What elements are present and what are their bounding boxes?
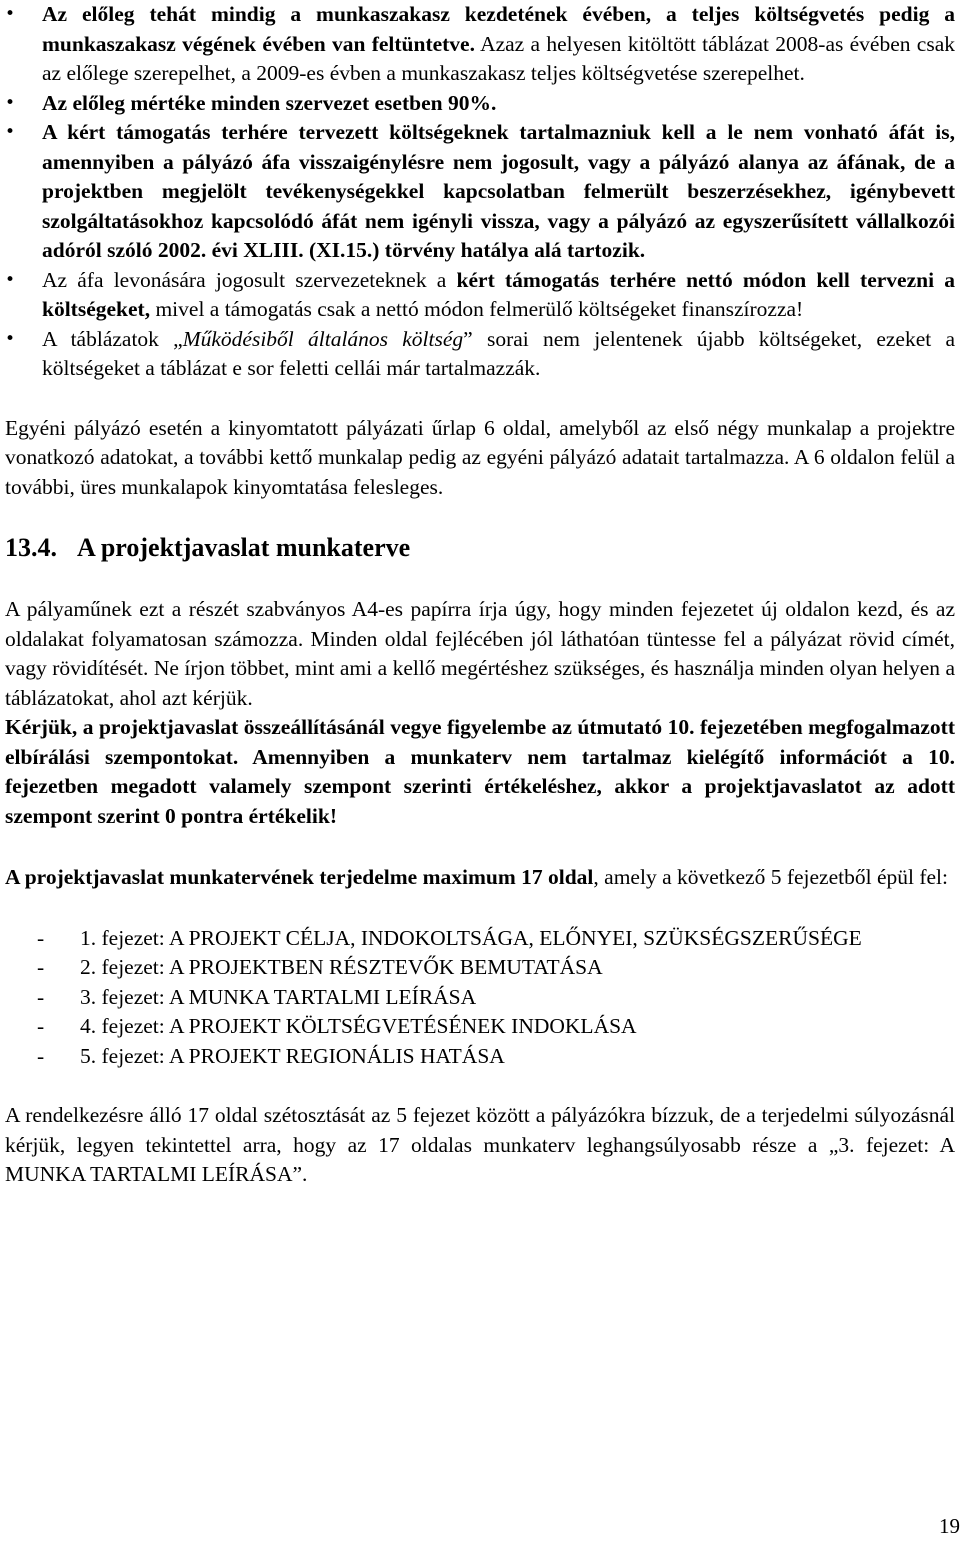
chapter-item [5,924,955,954]
bullet-text-bold: kért támogatás terhére nettó módon kell tervezni a költségeket, [42,267,956,321]
bullet-icon: • [5,122,16,142]
bullet-text-bold: Az előleg mértéke minden szervezet esetben 90%. [42,90,497,115]
paragraph-length-limit [5,863,955,893]
dash-marker: - [37,1043,45,1068]
chapter-list [5,924,955,1072]
chapter-label: 2. fejezet: A PROJEKTBEN RÉSZTEVŐK BEMUTATÁSA [80,955,603,979]
paragraph-page-distribution: A rendelkezésre álló 17 oldal szétosztását az 5 fejezet között a pályázókra bízzuk, de a terjedelmi súlyozásnál kérjük, legyen tekintettel arra, hogy az 17 oldalas munkaterv leghangsúlyosabb része a „3. fejezet: A MUNKA TARTALMI LEÍRÁSA”. [5,1103,955,1186]
bullet-text-bold: Az előleg tehát mindig a munkaszakasz kezdetének évében, a teljes költségvetés pedig a munkaszakasz végének évében van feltüntetve. [42,2,955,56]
bullet-item-vat [5,118,955,266]
bullet-icon: • [5,269,16,290]
evaluation-notice-text: Kérjük, a projektjavaslat összeállításánál vegye figyelembe az útmutató 10. fejezetében megfogalmazott elbírálási szempontokat. Amennyiben a munkaterv nem tartalmaz kielégítő információt a 10. fejezetben megadott valamely szempont szerinti értékeléshez, akkor a projektjavaslatot az adott szempont szerint 0 pontra értékelik! [5,715,955,828]
bullet-icon: • [5,92,16,113]
bullet-item-rate [5,89,955,119]
chapter-item [5,1042,955,1072]
bullet-text-italic: Működésiből általános költség [182,326,464,351]
length-limit-text: , amely a következő 5 fejezetből épül fel: [593,865,948,889]
dash-marker: - [37,984,45,1009]
chapter-label: 3. fejezet: A MUNKA TARTALMI LEÍRÁSA [80,984,477,1009]
bullet-text: mivel a támogatás csak a nettó módon felmerülő költségeket finanszírozza! [150,297,804,321]
bullet-item-advance [5,0,955,89]
bullet-item-net [5,266,955,325]
paragraph-individual-applicant: Egyéni pályázó esetén a kinyomtatott pályázati űrlap 6 oldal, amelyből az első négy munkalap a projektre vonatkozó adatokat, a további kettő munkalap pedig az egyéni pályázó adatait tartalmazza. A 6 oldalon felül a további, üres munkalapok kinyomtatása felesleges. [5,415,955,499]
chapter-item [5,983,955,1013]
chapter-label: 1. fejezet: A PROJEKT CÉLJA, INDOKOLTSÁGA, ELŐNYEI, SZÜKSÉGSZERŰSÉGE [80,925,862,950]
bullet-list [5,0,955,384]
paragraph-evaluation-notice [5,713,955,831]
bullet-text-bold: A kért támogatás terhére tervezett költségeknek tartalmazniuk kell a le nem vonható áfát is, amennyiben a pályázó áfa visszaigénylésre nem jogosult, vagy a pályázó alanya az áfának, de a projektben megjelölt tevékenységekkel kapcsolatban felmerült beszerzésekhez, igénybevett szolgáltatásokhoz kapcsolódó áfát nem igényli vissza, vagy a pályázó az egyszerűsített vállalkozói adóról szóló 2002. évi XLIII. (XI.15.) törvény hatálya alá tartozik. [42,120,955,262]
bullet-icon: • [5,328,16,349]
bullet-item-tables [5,325,955,384]
chapter-item [5,953,955,983]
bullet-text: A táblázatok „ [42,326,183,351]
chapter-label: 4. fejezet: A PROJEKT KÖLTSÉGVETÉSÉNEK INDOKLÁSA [80,1014,637,1038]
bullet-text: ” sorai nem jelentenek újabb költségeket, ezeket a költségeket a táblázat e sor feletti cellái már tartalmazzák. [42,326,955,380]
length-limit-bold: A projektjavaslat munkatervének terjedelme maximum 17 oldal [5,865,594,889]
dash-marker: - [37,925,45,950]
chapter-label: 5. fejezet: A PROJEKT REGIONÁLIS HATÁSA [80,1043,505,1068]
bullet-text: Azaz a helyesen kitöltött táblázat 2008-as évében csak az előlege szerepelhet, a 2009-es évben a munkaszakasz teljes költségvetése szerepelhet. [42,31,955,85]
section-heading [5,532,955,564]
bullet-icon: • [5,4,16,24]
chapter-item [5,1012,955,1042]
bullet-text: Az áfa levonására jogosult szervezeteknek a [42,267,457,292]
page-content [5,0,955,1190]
section-number: 13.4. [5,533,57,562]
dash-marker: - [37,1014,45,1038]
paragraph-format-instructions: A pályaműnek ezt a részét szabványos A4-es papírra írja úgy, hogy minden fejezetet új oldalon kezd, és az oldalakat folyamatosan számozza. Minden oldal fejlécében jól láthatóan tüntesse fel a pályázat rövid címét, vagy rövidítését. Ne írjon többet, mint ami a kellő megértéshez szükséges, és használja minden olyan helyen a táblázatokat, ahol azt kérjük. [5,597,955,710]
section-title: A projektjavaslat munkaterve [77,533,411,562]
dash-marker: - [37,955,45,979]
page-number: 19 [939,1514,960,1538]
